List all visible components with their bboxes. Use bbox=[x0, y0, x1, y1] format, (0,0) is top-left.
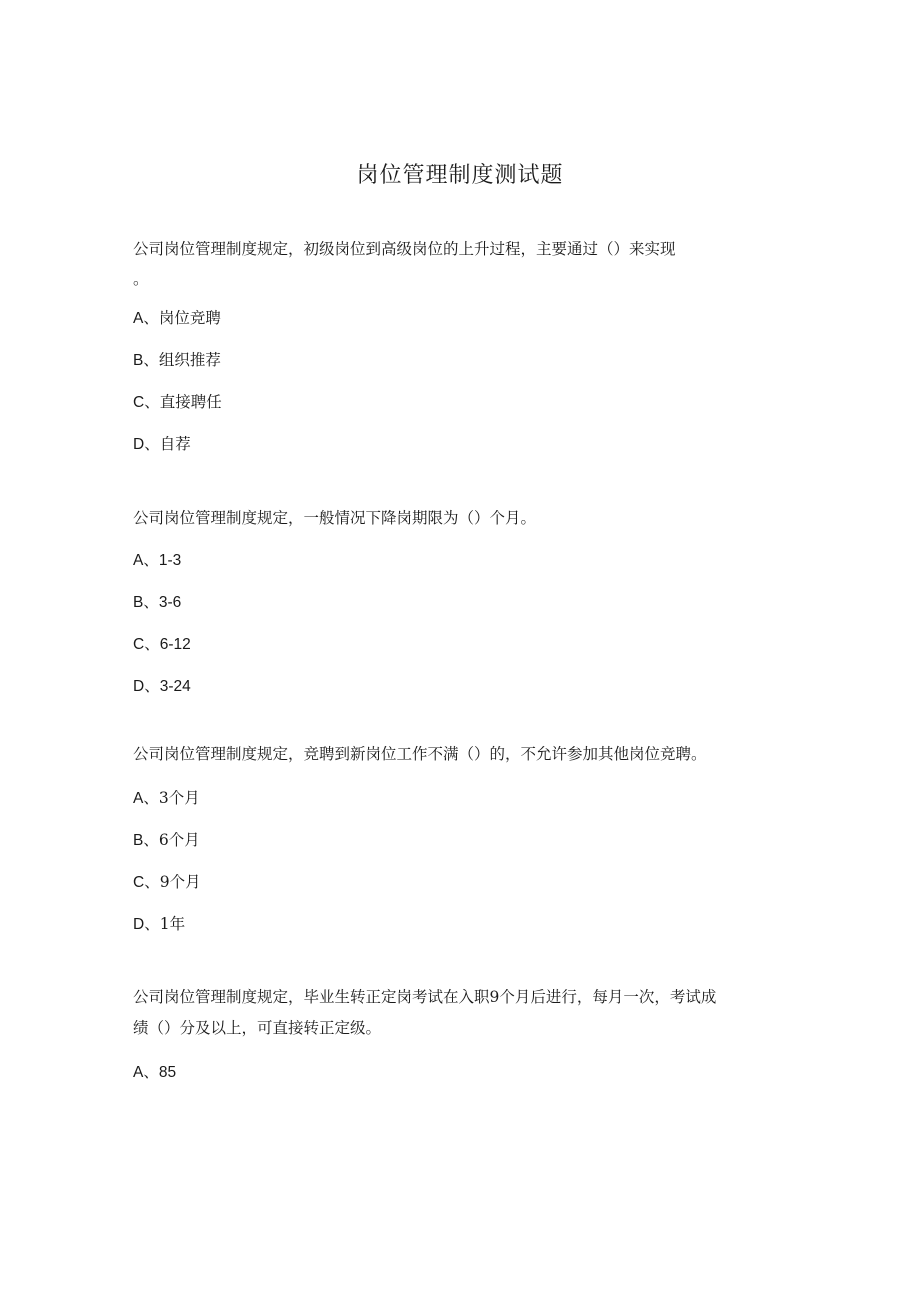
question-2-option-a: A、1-3 bbox=[133, 551, 182, 569]
question-1-text-line-1: 公司岗位管理制度规定，初级岗位到高级岗位的上升过程，主要通过（）来实现 bbox=[133, 240, 676, 258]
question-4-text-line-1: 公司岗位管理制度规定，毕业生转正定岗考试在入职9个月后进行，每月一次，考试成 bbox=[133, 988, 717, 1006]
question-1-text-line-2: 。 bbox=[133, 270, 149, 288]
question-1-option-d: D、自荐 bbox=[133, 435, 191, 453]
question-1-option-c: C、直接聘任 bbox=[133, 393, 222, 411]
question-4-text-line-2: 绩（）分及以上，可直接转正定级。 bbox=[133, 1019, 382, 1037]
question-3-option-a: A、3个月 bbox=[133, 789, 200, 807]
question-1-option-b: B、组织推荐 bbox=[133, 351, 221, 369]
question-1-option-a: A、岗位竞聘 bbox=[133, 309, 221, 327]
question-4-option-a: A、85 bbox=[133, 1063, 177, 1081]
question-2-text-line-1: 公司岗位管理制度规定，一般情况下降岗期限为（）个月。 bbox=[133, 509, 537, 527]
page-title: 岗位管理制度测试题 bbox=[356, 163, 564, 188]
question-3-option-c: C、9个月 bbox=[133, 873, 201, 891]
question-2-option-d: D、3-24 bbox=[133, 677, 191, 695]
question-3-text-line-1: 公司岗位管理制度规定，竞聘到新岗位工作不满（）的，不允许参加其他岗位竞聘。 bbox=[133, 745, 707, 763]
question-2-option-b: B、3-6 bbox=[133, 593, 182, 611]
question-3-option-d: D、1年 bbox=[133, 915, 186, 933]
question-2-option-c: C、6-12 bbox=[133, 635, 191, 653]
question-3-option-b: B、6个月 bbox=[133, 831, 200, 849]
